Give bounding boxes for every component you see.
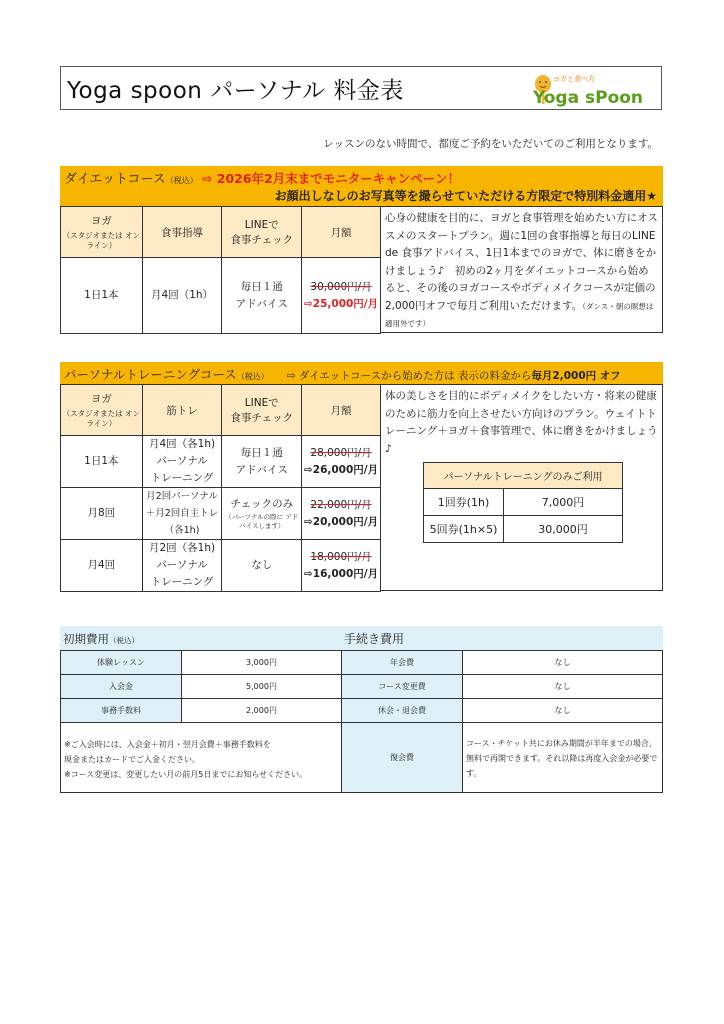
yoga-cell: 月8回	[61, 488, 143, 540]
fee-value: 5,000円	[182, 675, 342, 699]
header-yoga: ヨガ （スタジオまたは オンライン）	[61, 385, 143, 436]
ticket-price: 7,000円	[504, 489, 623, 516]
svg-text:ヨガと食べ方: ヨガと食べ方	[553, 75, 595, 83]
fee-value: 2,000円	[182, 699, 342, 723]
personal-only-title: パーソナルトレーニングのみご利用	[424, 463, 623, 489]
line-cell: チェックのみ （パーソナルの際に アドバイスします）	[222, 488, 302, 540]
table-row	[424, 489, 623, 516]
table-row	[61, 488, 381, 540]
table-row	[61, 723, 663, 793]
initial-fee-title: 初期費用	[63, 632, 109, 646]
personal-discount-amount: 毎月2,000円 オフ	[531, 370, 621, 382]
fee-value: なし	[463, 651, 663, 675]
diet-price-cell: 30,000円/月 ⇨25,000円/月	[302, 258, 381, 334]
table-row	[61, 651, 663, 675]
table-row	[61, 540, 381, 592]
personal-only-table	[423, 462, 623, 543]
rejoin-fee-note: コース・チケット共にお休み期間が半年までの場合、無料で再開できます。それ以降は再度入会金が必要です。	[463, 723, 663, 793]
price-cell: 18,000円/月 ⇨16,000円/月	[302, 540, 381, 592]
fee-value: 3,000円	[182, 651, 342, 675]
yoga-cell: 月4回	[61, 540, 143, 592]
training-cell: 月4回（各1h) パーソナル トレーニング	[142, 436, 222, 488]
header-line-check: LINEで 食事チェック	[222, 207, 302, 258]
table-row	[61, 436, 381, 488]
diet-yoga-cell: 1日1本	[61, 258, 143, 334]
yoga-spoon-logo	[523, 70, 647, 108]
rejoin-fee-label: 復会費	[342, 723, 463, 793]
fees-header	[60, 626, 663, 650]
header-line-check: LINEで 食事チェック	[222, 385, 302, 436]
price-cell: 28,000円/月 ⇨26,000円/月	[302, 436, 381, 488]
personal-tax-label: （税込）	[236, 372, 269, 381]
price-cell: 22,000円/月 ⇨20,000円/月	[302, 488, 381, 540]
personal-discount-note: ⇨ ダイエットコースから始めた方は 表示の料金から	[286, 370, 532, 382]
reservation-note: レッスンのない時間で、都度ご予約をいただいてのご利用となります。	[323, 138, 658, 150]
procedure-fee-title: 手続き費用	[344, 632, 405, 646]
page-title: Yoga spoon パーソナル 料金表	[67, 77, 404, 104]
yoga-cell: 1日1本	[61, 436, 143, 488]
header-yoga: ヨガ （スタジオまたは オンライン）	[61, 207, 143, 258]
fee-label: 体験レッスン	[61, 651, 182, 675]
diet-meal-cell: 月4回（1h）	[142, 258, 222, 334]
header-meal: 食事指導	[142, 207, 222, 258]
fee-value: なし	[463, 675, 663, 699]
fee-label: コース変更費	[342, 675, 463, 699]
header-price: 月額	[302, 207, 381, 258]
svg-text:Yoga sPoon: Yoga sPoon	[533, 88, 644, 108]
ticket-label: 1回券(1h)	[424, 489, 504, 516]
table-row	[424, 516, 623, 543]
personal-course-name: パーソナルトレーニングコース	[64, 367, 237, 382]
table-row	[61, 699, 663, 723]
fee-value: なし	[463, 699, 663, 723]
training-cell: 月2回パーソナル ＋月2回自主トレ （各1h)	[142, 488, 222, 540]
diet-course-name: ダイエットコース	[64, 172, 166, 187]
ticket-label: 5回券(1h×5)	[424, 516, 504, 543]
fee-label: 事務手数料	[61, 699, 182, 723]
diet-price-table	[60, 206, 381, 334]
fee-label: 年会費	[342, 651, 463, 675]
diet-tax-label: （税込）	[165, 176, 198, 185]
training-cell: 月2回（各1h) パーソナル トレーニング	[142, 540, 222, 592]
personal-price-table	[60, 384, 381, 592]
diet-course-header	[60, 166, 663, 206]
line-cell: 毎日１通 アドバイス	[222, 436, 302, 488]
header-price: 月額	[302, 385, 381, 436]
personal-description: 体の美しさを目的にボディメイクをしたい方・将来の健康のために筋力を向上させたい方向けのプラン。ウェイトトレーニング＋ヨガ＋食事管理で、体に磨きをかけましょう♪	[381, 384, 663, 591]
diet-condition: お顔出しなしのお写真等を撮らせていただける方限定で特別料金適用★	[274, 189, 657, 203]
fee-label: 入会金	[61, 675, 182, 699]
diet-campaign: ⇨ 2026年2月末までモニターキャンペーン！	[201, 171, 461, 186]
enrollment-note: ※ご入会時には、入会金＋初月・翌月会費＋事務手数料を 現金またはカードでご入金ください。 ※コース変更は、変更したい月の前月5日までにお知らせください。	[61, 723, 342, 793]
diet-line-cell: 毎日１通 アドバイス	[222, 258, 302, 334]
header-training: 筋トレ	[142, 385, 222, 436]
initial-fee-tax: （税込）	[109, 636, 139, 645]
title-box	[60, 66, 662, 110]
table-row	[61, 675, 663, 699]
fee-label: 休会・退会費	[342, 699, 463, 723]
fees-table	[60, 650, 663, 793]
line-cell: なし	[222, 540, 302, 592]
diet-description: 心身の健康を目的に、ヨガと食事管理を始めたい方にオススメのスタートプラン。週に1回の食事指導と毎日のLINE de 食事アドバイス、1日1本までのヨガで、体に磨きをかけましょう♪ 初めの2ヶ月をダイエットコースから始めると、その後のヨガコースやボディメイクコースが定価の2,000円オフで毎月ご利用いただけます。（ダンス・朝の瞑想は適用外です）	[381, 206, 663, 333]
personal-course-header	[60, 362, 663, 384]
ticket-price: 30,000円	[504, 516, 623, 543]
